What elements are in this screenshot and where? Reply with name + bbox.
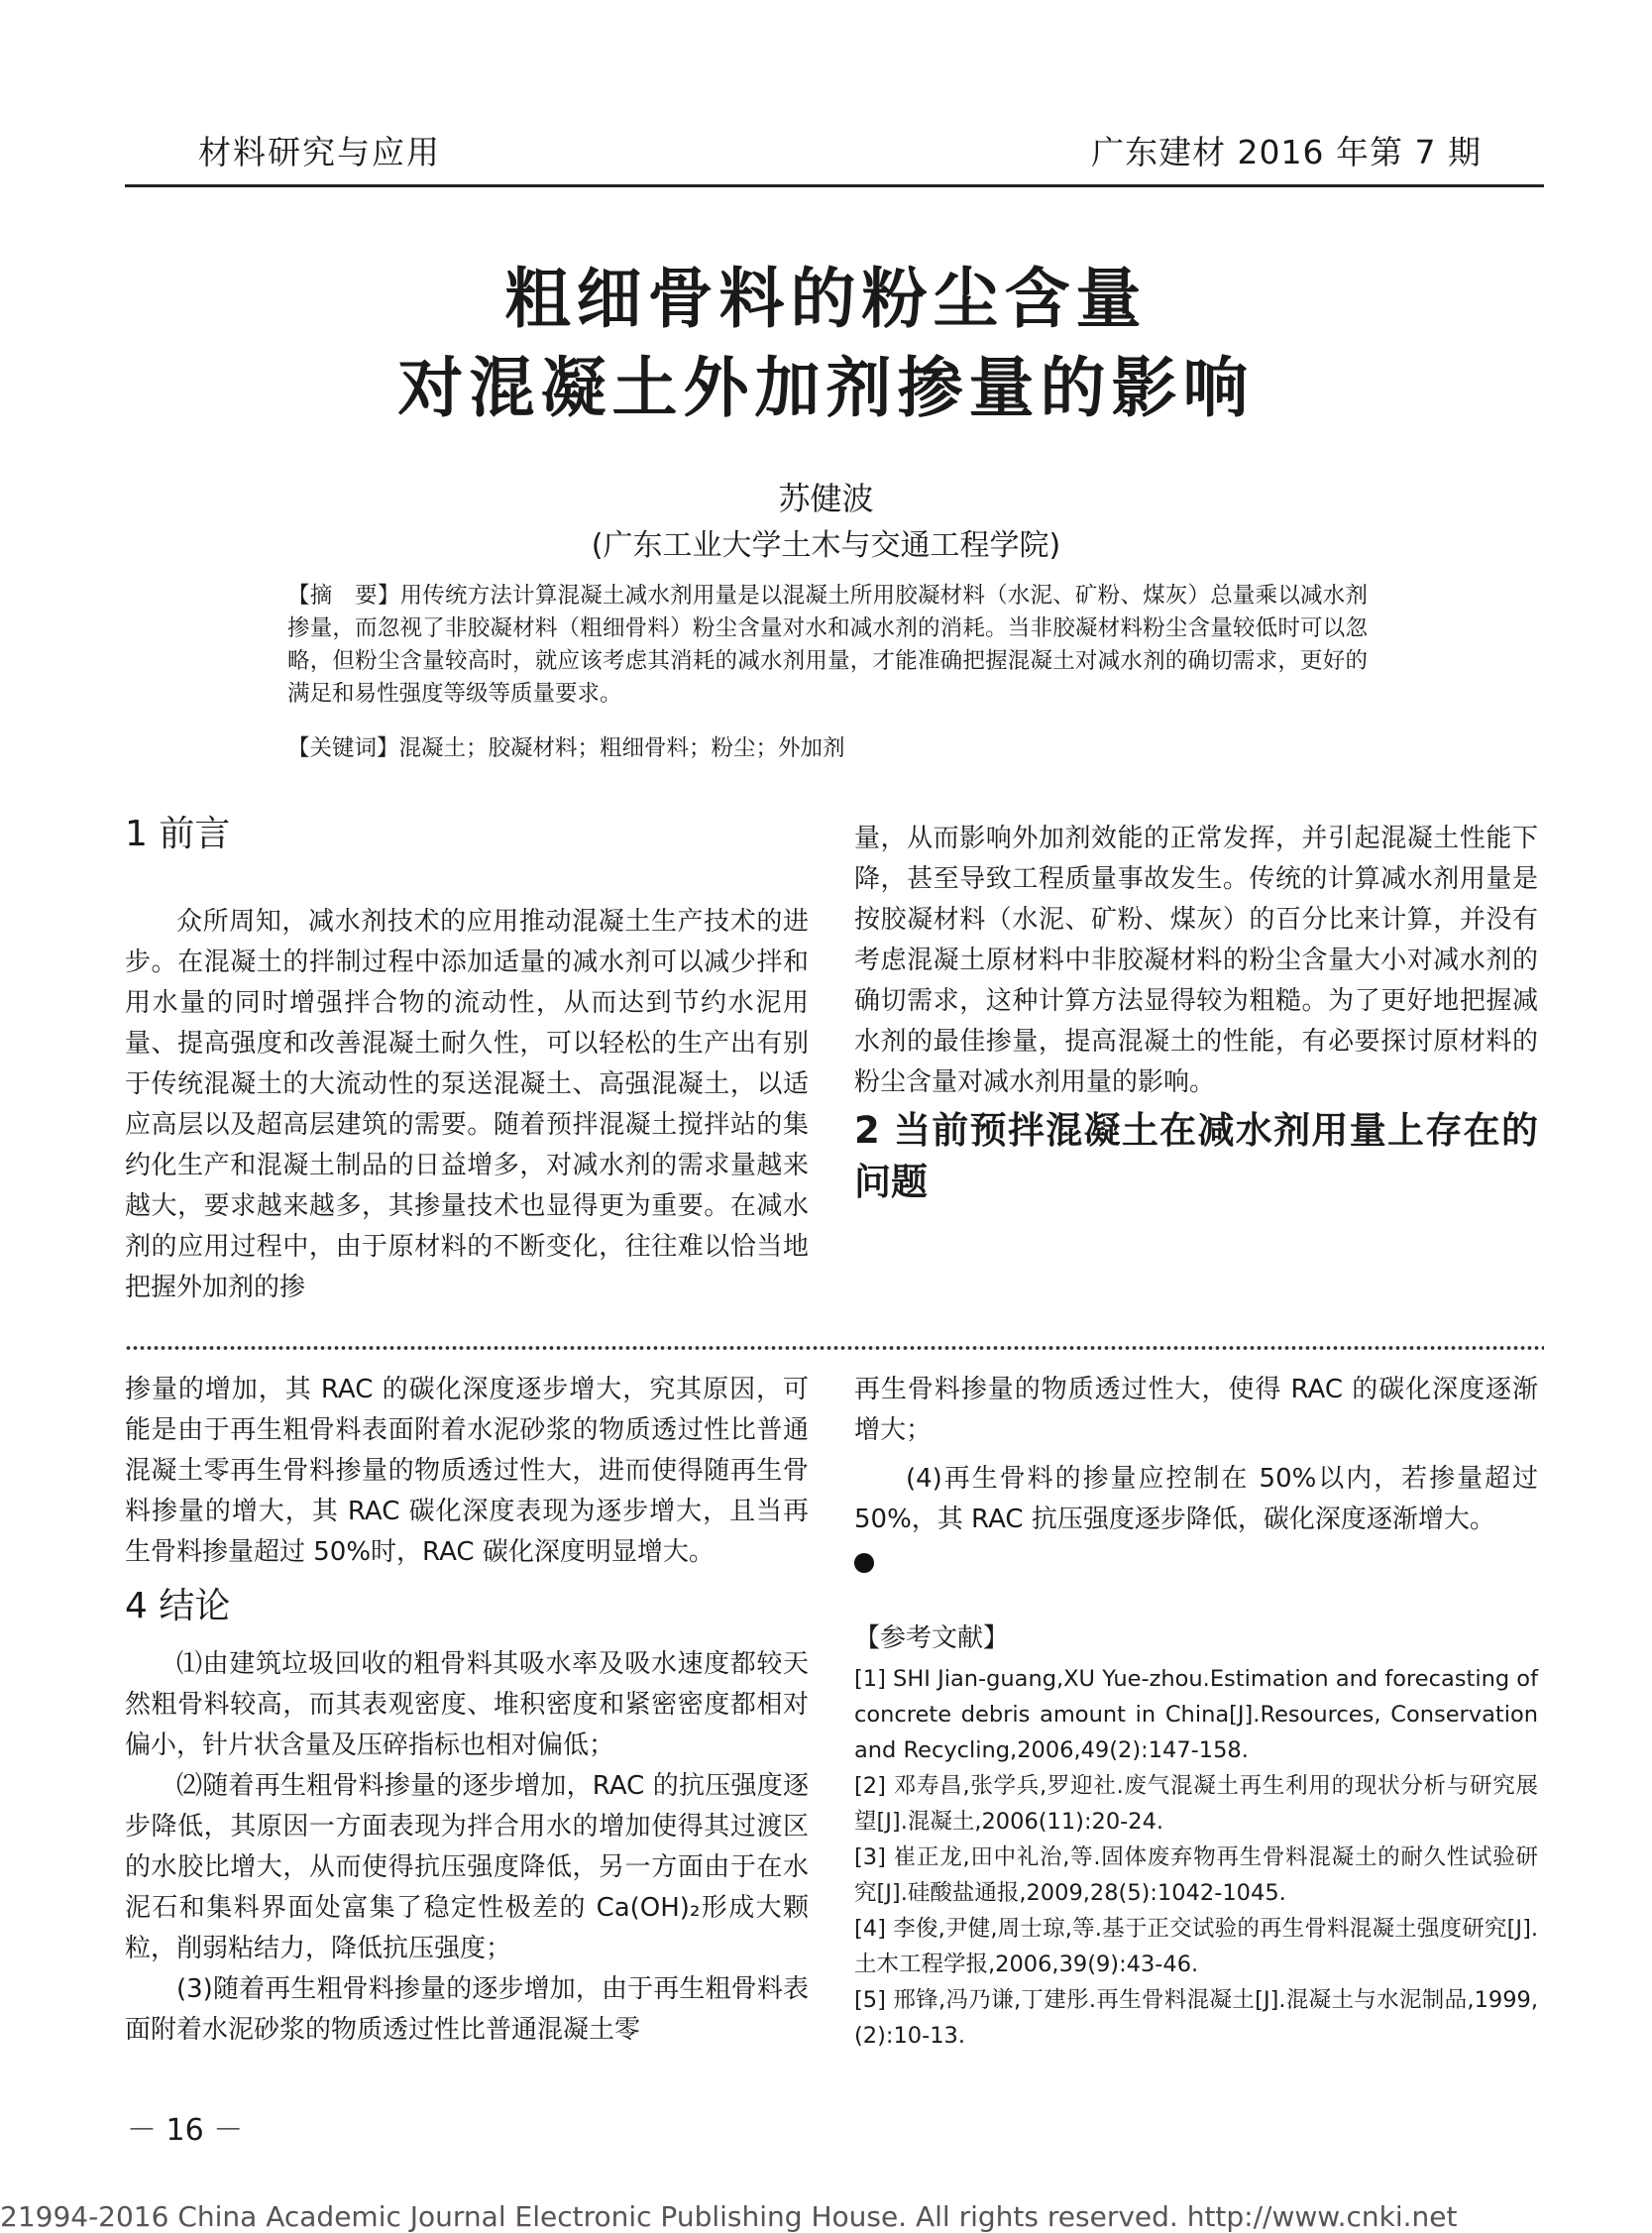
reference-item: [2] 邓寿昌,张学兵,罗迎社.废气混凝土再生利用的现状分析与研究展望[J].混凝土,2006(11):20-24. — [854, 1773, 1538, 1835]
section-heading-4: 4 结论 — [125, 1586, 231, 1626]
references-list — [854, 1661, 1538, 2054]
journal-issue: 广东建材 2016 年第 7 期 — [1091, 133, 1482, 171]
reference-item: [4] 李俊,尹健,周士琼,等.基于正交试验的再生骨料混凝土强度研究[J].土木工程学报,2006,39(9):43-46. — [854, 1916, 1538, 1977]
article-title-line1: 粗细骨料的粉尘含量 — [504, 261, 1148, 337]
conclusion-item-3-cont: 再生骨料掺量的物质透过性大，使得 RAC 的碳化深度逐渐增大； — [854, 1375, 1538, 1445]
conclusion-item-3: (3)随着再生粗骨料掺量的逐步增加，由于再生粗骨料表面附着水泥砂浆的物质透过性比普通混凝土零 — [125, 1974, 809, 2045]
header-rule — [125, 184, 1544, 187]
references-title: 【参考文献】 — [854, 1623, 1010, 1653]
keywords-tag: 【关键词】 — [287, 735, 399, 761]
article-title-line2: 对混凝土外加剂掺量的影响 — [397, 350, 1255, 426]
intro-paragraph-cont: 量，从而影响外加剂效能的正常发挥，并引起混凝土性能下降，甚至导致工程质量事故发生。传统的计算减水剂用量是按胶凝材料（水泥、矿粉、煤灰）的百分比来计算，并没有考虑混凝土原材料中非胶凝材料的粉尘含量大小对减水剂的确切需求，这种计算方法显得较为粗糙。为了更好地把握减水剂的最佳掺量，提高混凝土的性能，有必要探讨原材料的粉尘含量对减水剂用量的影响。 — [854, 824, 1538, 1097]
section-label: 材料研究与应用 — [198, 133, 441, 171]
section-divider — [125, 1344, 1544, 1352]
end-mark-icon — [854, 1553, 874, 1573]
lower-left-column — [125, 1370, 809, 2051]
abstract-text: 用传统方法计算混凝土减水剂用量是以混凝土所用胶凝材料（水泥、矿粉、煤灰）总量乘以减水剂掺量，而忽视了非胶凝材料（粗细骨料）粉尘含量对水和减水剂的消耗。当非胶凝材料粉尘含量较低时可以忽略，但粉尘含量较高时，就应该考虑其消耗的减水剂用量，才能准确把握混凝土对减水剂的确切需求，更好的满足和易性强度等级等质量要求。 — [287, 583, 1368, 707]
abstract-tag: 【摘 要】 — [287, 583, 400, 609]
reference-item: [1] SHI Jian-guang,XU Yue-zhou.Estimation and forecasting of concrete debris amount in China[J].Resources, Conservation and Recycling,2006,49(2):147-158. — [854, 1666, 1538, 1763]
conclusion-item-4: (4)再生骨料的掺量应控制在 50%以内，若掺量超过 50%，其 RAC 抗压强度逐步降低，碳化深度逐渐增大。 — [854, 1464, 1538, 1534]
page-number: － 16 － — [127, 2113, 244, 2148]
abstract — [287, 580, 1368, 711]
author-affiliation: (广东工业大学土木与交通工程学院) — [591, 528, 1061, 563]
conclusion-item-2: ⑵随着再生粗骨料掺量的逐步增加，RAC 的抗压强度逐步降低，其原因一方面表现为拌合用水的增加使得其过渡区的水胶比增大，从而使得抗压强度降低，另一方面由于在水泥石和集料界面处富集了稳定性极差的 Ca(OH)₂形成大颗粒，削弱粘结力，降低抗压强度； — [125, 1771, 809, 1963]
reference-item: [3] 崔正龙,田中礼治,等.固体废弃物再生骨料混凝土的耐久性试验研究[J].硅酸盐通报,2009,28(5):1042-1045. — [854, 1844, 1538, 1906]
upper-right-column — [854, 819, 1538, 1208]
lower-right-column — [854, 1370, 1538, 2054]
carbonation-paragraph: 掺量的增加，其 RAC 的碳化深度逐步增大，究其原因，可能是由于再生粗骨料表面附着水泥砂浆的物质透过性比普通混凝土零再生骨料掺量的物质透过性大，进而使得随再生骨料掺量的增大，其 RAC 碳化深度表现为逐步增大，且当再生骨料掺量超过 50%时，RAC 碳化深度明显增大。 — [125, 1375, 809, 1567]
keywords — [287, 730, 1368, 762]
copyright-footer: 21994-2016 China Academic Journal Electronic Publishing House. All rights reserved. http://www.cnki.net — [0, 2200, 1458, 2233]
conclusion-item-1: ⑴由建筑垃圾回收的粗骨料其吸水率及吸水速度都较天然粗骨料较高，而其表观密度、堆积密度和紧密密度都相对偏小，针片状含量及压碎指标也相对偏低； — [125, 1649, 809, 1760]
keywords-text: 混凝土；胶凝材料；粗细骨料；粉尘；外加剂 — [398, 735, 845, 761]
upper-left-column — [125, 811, 809, 1308]
reference-item: [5] 邢锋,冯乃谦,丁建彤.再生骨料混凝土[J].混凝土与水泥制品,1999,(2):10-13. — [854, 1987, 1538, 2049]
section-heading-2: 2 当前预拌混凝土在减水剂用量上存在的问题 — [854, 1109, 1538, 1203]
intro-paragraph: 众所周知，减水剂技术的应用推动混凝土生产技术的进步。在混凝土的拌制过程中添加适量的减水剂可以减少拌和用水量的同时增强拌合物的流动性，从而达到节约水泥用量、提高强度和改善混凝土耐久性，可以轻松的生产出有别于传统混凝土的大流动性的泵送混凝土、高强混凝土，以适应高层以及超高层建筑的需要。随着预拌混凝土搅拌站的集约化生产和混凝土制品的日益增多，对减水剂的需求量越来越大，要求越来越多，其掺量技术也显得更为重要。在减水剂的应用过程中，由于原材料的不断变化，往往难以恰当地把握外加剂的掺 — [125, 907, 809, 1302]
author-name: 苏健波 — [778, 480, 874, 517]
section-heading-1: 1 前言 — [125, 814, 231, 854]
